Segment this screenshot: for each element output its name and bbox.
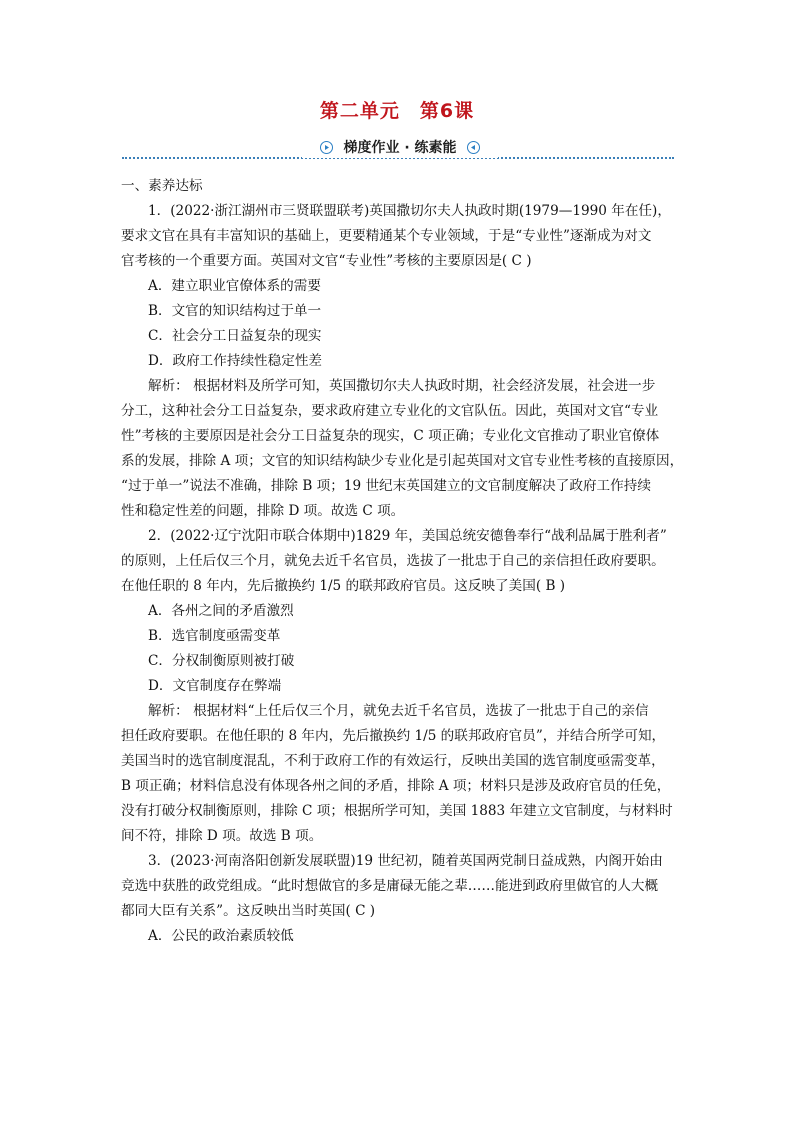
question-line: 1．(2022·浙江湖州市三贤联盟联考)英国撒切尔夫人执政时期(1979—1990 年在任)， — [148, 203, 671, 219]
question-line: 在他任职的 8 年内，先后撤换约 1/5 的联邦政府官员。这反映了美国( B ) — [121, 578, 566, 594]
question-line: 2．(2022·辽宁沈阳市联合体期中)1829 年，美国总统安德鲁奉行“战利品属于胜利者” — [148, 528, 667, 544]
question-line: 都同大臣有关系”。这反映出当时英国( C ) — [121, 903, 376, 919]
option-c: C．社会分工日益复杂的现实 — [148, 328, 322, 344]
option-b: B．选官制度亟需变革 — [148, 628, 281, 644]
analysis-line: 美国当时的选官制度混乱，不利于政府工作的有效运行，反映出美国的选官制度亟需变革， — [121, 753, 665, 769]
question-3 — [121, 849, 677, 949]
document-body — [121, 174, 684, 949]
option-d: D．文官制度存在弊端 — [148, 678, 282, 694]
analysis-line: 解析： 根据材料及所学可知，英国撒切尔夫人执政时期，社会经济发展，社会进一步 — [148, 378, 656, 394]
question-line: 3．(2023·河南洛阳创新发展联盟)19 世纪初，随着英国两党制日益成熟，内阁开始由 — [148, 853, 663, 869]
option-a: A．各州之间的矛盾激烈 — [148, 603, 294, 619]
analysis-line: 解析： 根据材料“上任后仅三个月，就免去近千名官员，选拔了一批忠于自己的亲信 — [148, 703, 649, 719]
analysis-line: 间不符，排除 D 项。故选 B 项。 — [121, 828, 323, 844]
option-d: D．政府工作持续性稳定性差 — [148, 353, 323, 369]
question-2 — [121, 524, 677, 849]
section-banner — [122, 138, 674, 160]
analysis-line: 没有打破分权制衡原则，排除 C 项；根据所学可知，美国 1883 年建立文官制度，与材料时 — [121, 803, 673, 819]
banner-text: 梯度作业 · 练素能 — [343, 140, 457, 156]
question-1 — [121, 199, 684, 524]
page-title: 第二单元 第6课 — [319, 100, 475, 122]
analysis-line: 担任政府要职。在他任职的 8 年内，先后撤换约 1/5 的联邦政府官员”，并结合所学可知， — [121, 728, 666, 744]
analysis-line: 分工，这种社会分工日益复杂，要求政府建立专业化的文官队伍。因此，英国对文官“专业 — [121, 403, 659, 419]
play-left-icon — [467, 141, 480, 154]
banner-label-box — [302, 138, 498, 158]
analysis-line: 系的发展，排除 A 项；文官的知识结构缺少专业化是引起英国对文官专业性考核的直接原因， — [121, 453, 684, 469]
option-a: A．建立职业官僚体系的需要 — [148, 278, 321, 294]
section-heading: 一、素养达标 — [121, 178, 203, 194]
analysis-line: 性和稳定性差的问题，排除 D 项。故选 C 项。 — [121, 503, 405, 519]
play-right-icon — [320, 141, 333, 154]
question-line: 的原则，上任后仅三个月，就免去近千名官员，选拔了一批忠于自己的亲信担任政府要职。 — [121, 553, 665, 569]
option-a: A．公民的政治素质较低 — [148, 928, 294, 944]
analysis-line: B 项正确；材料信息没有体现各州之间的矛盾，排除 A 项；材料只是涉及政府官员的任免， — [121, 778, 671, 794]
question-line: 官考核的一个重要方面。英国对文官“专业性”考核的主要原因是( C ) — [121, 253, 532, 269]
option-c: C．分权制衡原则被打破 — [148, 653, 295, 669]
analysis-line: 性”考核的主要原因是社会分工日益复杂的现实，C 项正确；专业化文官推动了职业官僚体 — [121, 428, 660, 444]
question-line: 要求文官在具有丰富知识的基础上，更要精通某个专业领域，于是“专业性”逐渐成为对文 — [121, 228, 652, 244]
option-b: B．文官的知识结构过于单一 — [148, 303, 322, 319]
analysis-line: “过于单一”说法不准确，排除 B 项；19 世纪末英国建立的文官制度解决了政府工作持续 — [121, 478, 651, 494]
question-line: 竞选中获胜的政党组成。“此时想做官的多是庸碌无能之辈……能进到政府里做官的人大概 — [121, 878, 659, 894]
